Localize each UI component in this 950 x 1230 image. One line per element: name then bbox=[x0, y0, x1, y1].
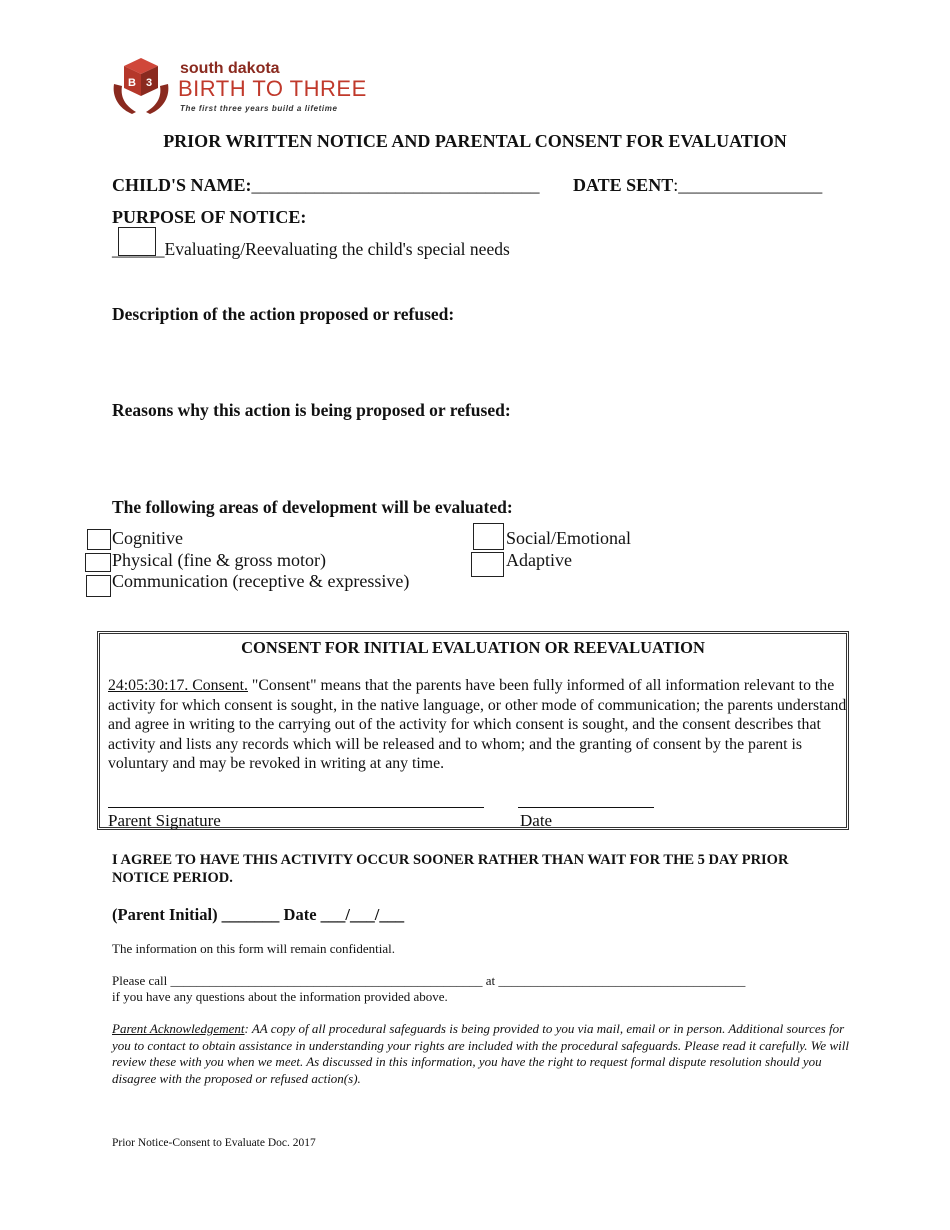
svg-text:B: B bbox=[128, 77, 136, 89]
area-communication: Communication (receptive & expressive) bbox=[112, 571, 410, 591]
parent-initial-date-field[interactable]: (Parent Initial) _______ Date ___/___/___ bbox=[112, 905, 405, 924]
consent-title: CONSENT FOR INITIAL EVALUATION OR REEVALUATION bbox=[241, 638, 705, 657]
please-call-field[interactable]: ________________________________________________ bbox=[170, 973, 483, 988]
consent-date-field[interactable] bbox=[518, 807, 654, 808]
area-adaptive: Adaptive bbox=[506, 550, 572, 570]
child-name-row bbox=[112, 175, 540, 196]
please-call-label: Please call bbox=[112, 973, 168, 988]
footer-doc-id: Prior Notice-Consent to Evaluate Doc. 2017 bbox=[112, 1137, 316, 1149]
at-label: at bbox=[485, 973, 496, 988]
logo-tagline: The first three years build a lifetime bbox=[180, 104, 338, 113]
consent-box bbox=[97, 631, 849, 830]
communication-checkbox[interactable] bbox=[86, 575, 111, 597]
cube-hands-icon bbox=[110, 54, 172, 118]
phone-field[interactable]: ______________________________________ bbox=[498, 973, 746, 988]
social-emotional-checkbox[interactable] bbox=[473, 523, 504, 550]
purpose-blank: ______ bbox=[112, 239, 165, 259]
parent-signature-label: Parent Signature bbox=[108, 811, 221, 830]
area-cognitive: Cognitive bbox=[112, 528, 183, 548]
page-title: PRIOR WRITTEN NOTICE AND PARENTAL CONSENT FOR EVALUATION bbox=[163, 131, 787, 151]
ack-label: Parent Acknowledgement bbox=[112, 1021, 245, 1036]
date-sent-label: DATE SENT bbox=[573, 175, 674, 195]
areas-label: The following areas of development will be evaluated: bbox=[112, 497, 513, 517]
consent-date-label: Date bbox=[520, 811, 553, 830]
logo-line1: south dakota bbox=[180, 60, 280, 77]
physical-checkbox[interactable] bbox=[85, 553, 111, 572]
questions-text: if you have any questions about the information provided above. bbox=[112, 989, 448, 1004]
confidential-text: The information on this form will remain confidential. bbox=[112, 941, 396, 956]
agree-text-line2: NOTICE PERIOD. bbox=[112, 870, 233, 886]
area-physical: Physical (fine & gross motor) bbox=[112, 550, 326, 570]
reasons-label: Reasons why this action is being proposed or refused: bbox=[112, 400, 511, 420]
child-name-label: CHILD'S NAME: bbox=[112, 175, 252, 195]
consent-body bbox=[108, 676, 848, 774]
agree-text-line1: I AGREE TO HAVE THIS ACTIVITY OCCUR SOONER RATHER THAN WAIT FOR THE 5 DAY PRIOR bbox=[112, 852, 789, 868]
cognitive-checkbox[interactable] bbox=[87, 529, 111, 550]
parent-acknowledgement bbox=[112, 1021, 852, 1087]
consent-rule-ref: 24:05:30:17. Consent. bbox=[108, 677, 248, 694]
description-label: Description of the action proposed or refused: bbox=[112, 304, 455, 324]
purpose-label: PURPOSE OF NOTICE: bbox=[112, 207, 307, 227]
adaptive-checkbox[interactable] bbox=[471, 552, 504, 577]
date-sent-field[interactable]: :________________ bbox=[673, 175, 823, 195]
area-social-emotional: Social/Emotional bbox=[506, 528, 631, 548]
please-call-row bbox=[112, 973, 745, 989]
svg-text:3: 3 bbox=[146, 77, 153, 89]
date-sent-row bbox=[573, 175, 822, 196]
ack-text: : AA copy of all procedural safeguards is being provided to you via mail, email or in person. Additional sources for you to contact to obtain assistance in understanding your rights are included with the procedural safeguards. Please read it carefully. We will review these with you when we meet. As discussed in this information, you have the right to request formal dispute resolution should you disagree with the proposed or refused action(s). bbox=[112, 1021, 849, 1086]
logo-line2: BIRTH TO THREE bbox=[178, 76, 367, 101]
purpose-option-row bbox=[112, 239, 510, 260]
consent-rule-text: "Consent" means that the parents have been fully informed of all information relevant to the activity for which consent is sought, in the native language, or other mode of communication; the parents understand and agree in writing to the carrying out of the activity for which consent is sought, and the consent describes that activity and lists any records which will be released and to whom; and the granting of consent by the parent is voluntary and may be revoked in writing at any time. bbox=[108, 677, 847, 773]
birth-to-three-logo bbox=[110, 54, 370, 118]
child-name-field[interactable]: ________________________________ bbox=[251, 175, 540, 195]
parent-signature-field[interactable] bbox=[108, 807, 484, 808]
purpose-option-label: Evaluating/Reevaluating the child's special needs bbox=[164, 239, 510, 259]
